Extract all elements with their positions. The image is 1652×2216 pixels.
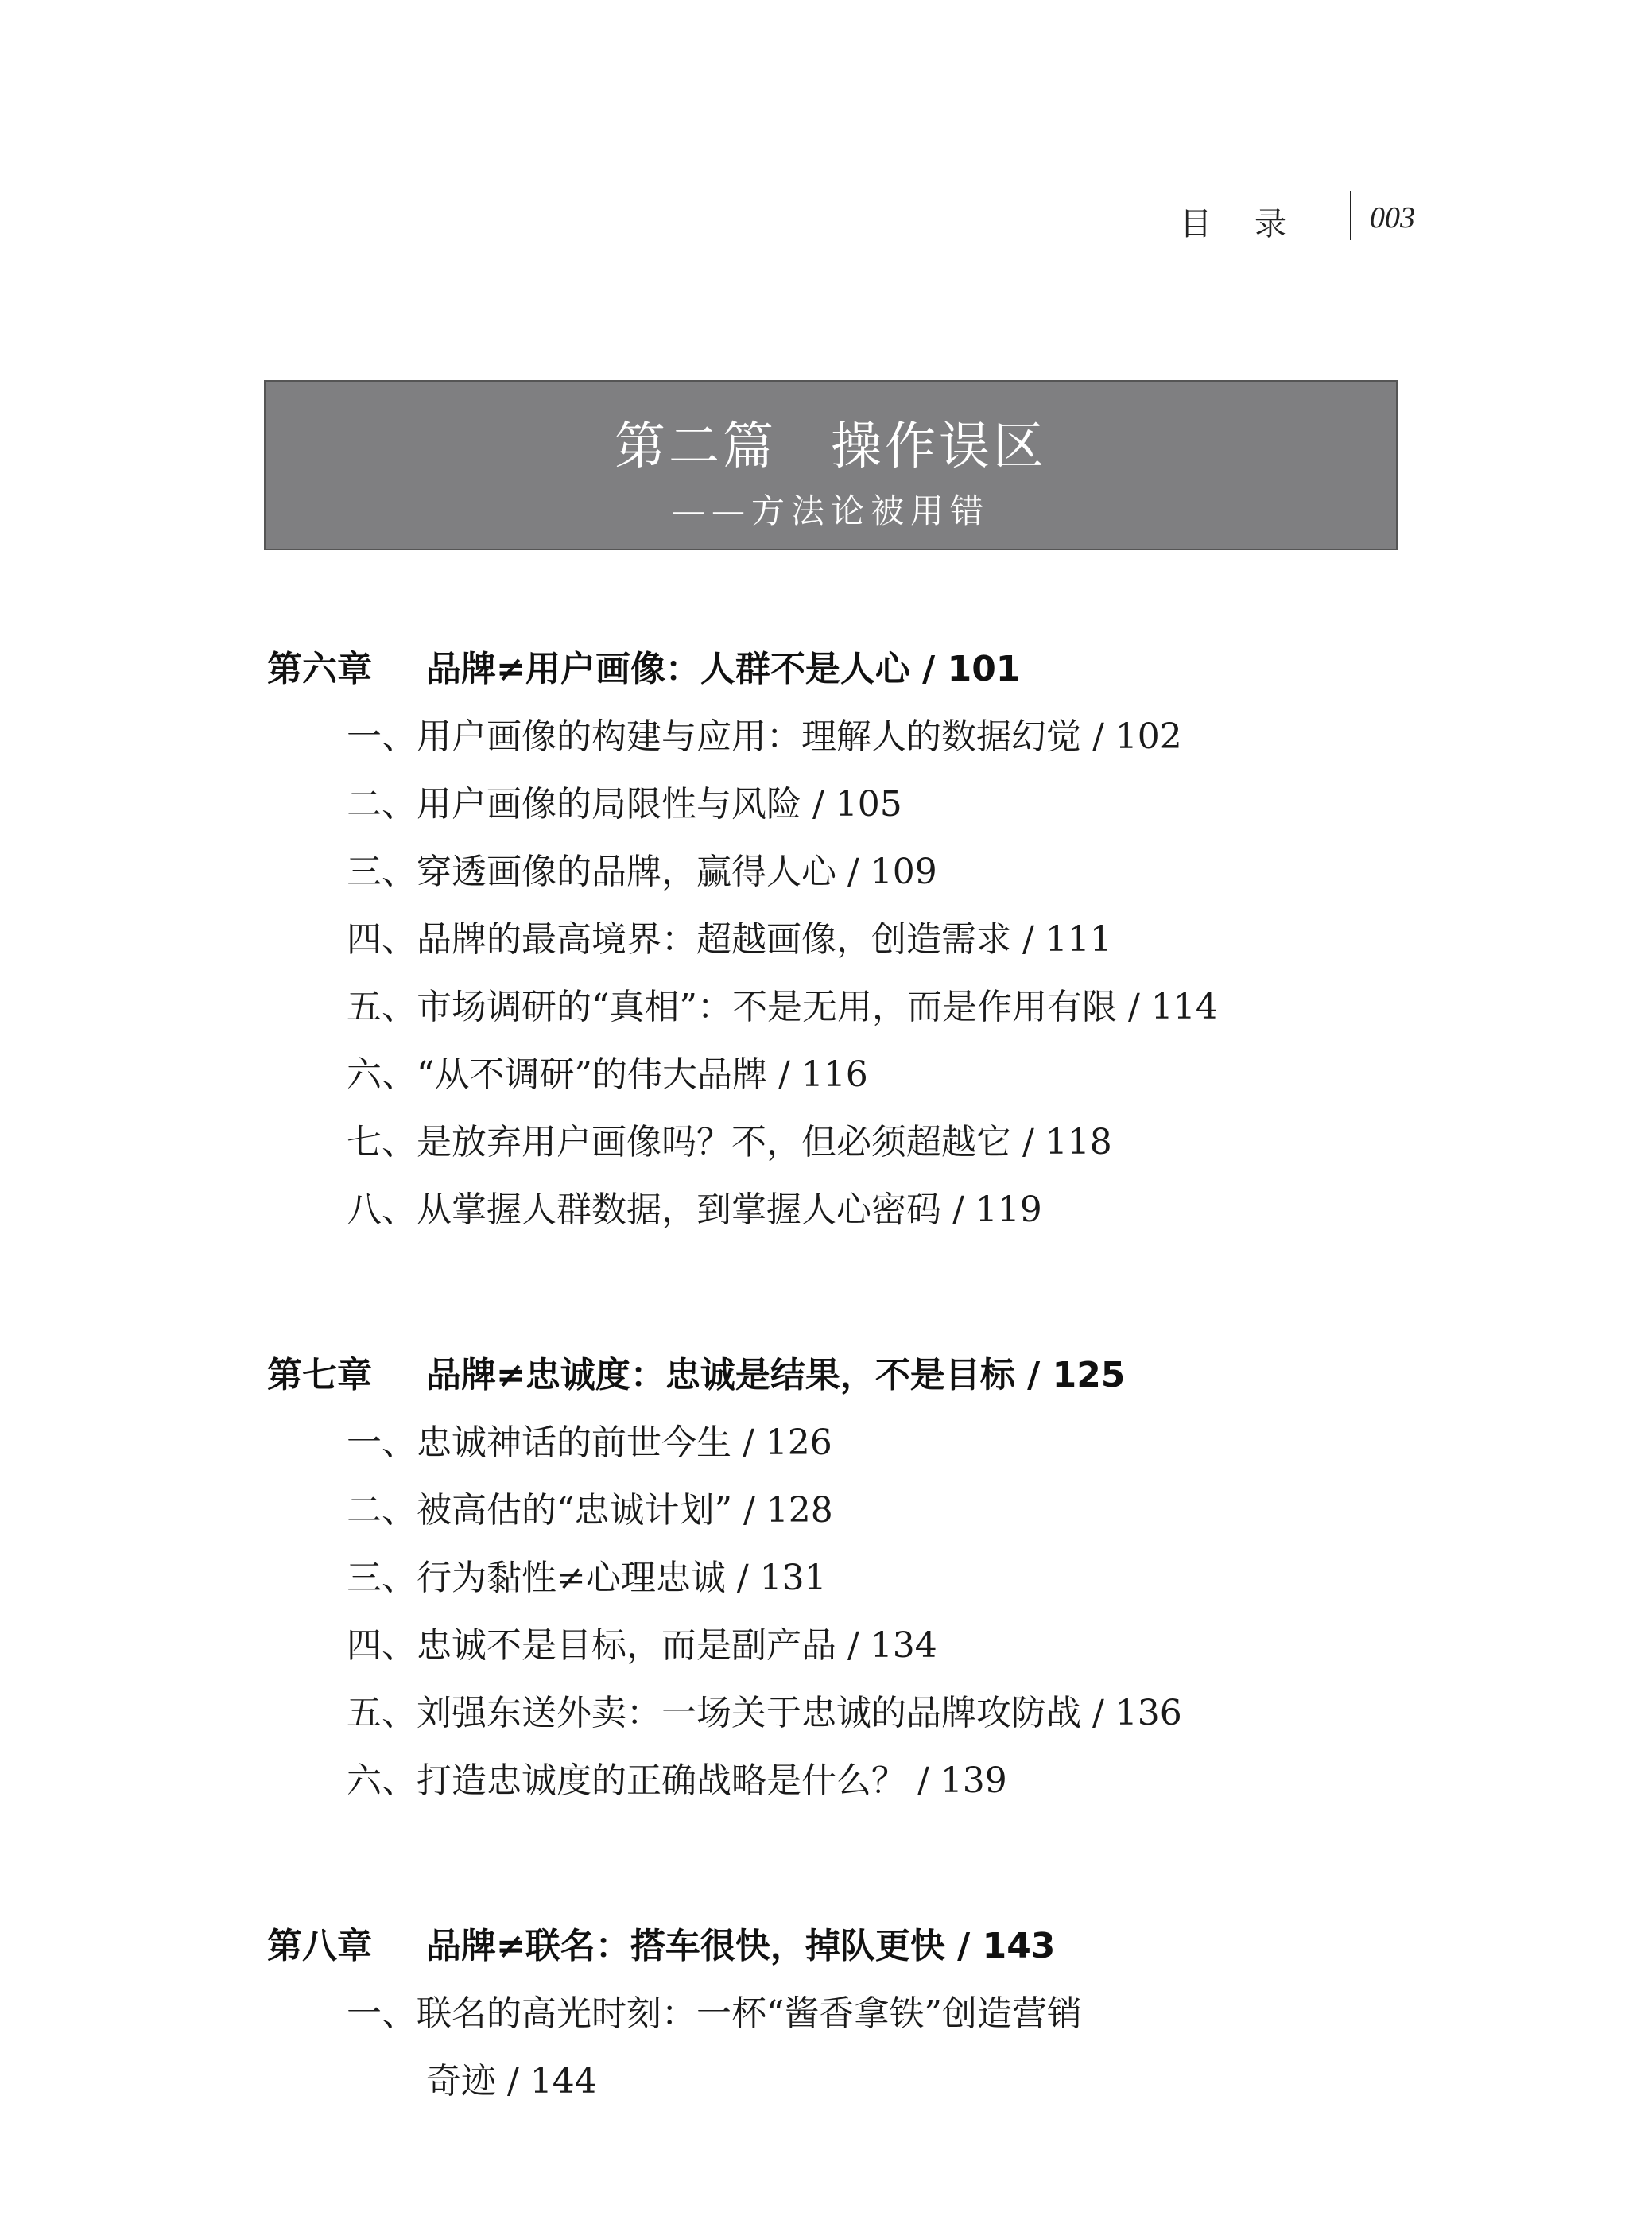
toc-entry[interactable]: 六、“从不调研”的伟大品牌 / 116	[347, 1054, 868, 1095]
chapter-heading[interactable]	[267, 1913, 1420, 1980]
toc-entry[interactable]: 七、是放弃用户画像吗？不，但必须超越它 / 118	[347, 1122, 1112, 1162]
running-header	[1177, 191, 1415, 246]
part-subtitle: ——方法论被用错	[671, 491, 990, 530]
part-title: 第二篇 操作误区	[615, 417, 1047, 476]
chapter-number: 第八章	[267, 1926, 372, 1966]
chapter-title: 品牌≠用户画像：人群不是人心 / 101	[426, 649, 1021, 689]
chapter-title: 品牌≠忠诚度：忠诚是结果，不是目标 / 125	[426, 1355, 1126, 1395]
toc-entry[interactable]: 五、刘强东送外卖：一场关于忠诚的品牌攻防战 / 136	[347, 1693, 1182, 1733]
part-banner	[264, 380, 1398, 550]
toc-entry-continuation[interactable]: 奇迹 / 144	[426, 2061, 597, 2102]
toc-entry[interactable]: 二、用户画像的局限性与风险 / 105	[347, 784, 902, 825]
toc-entry[interactable]: 三、行为黏性≠心理忠诚 / 131	[347, 1558, 827, 1598]
toc-entry[interactable]: 二、被高估的“忠诚计划” / 128	[347, 1490, 833, 1531]
chapter-6	[267, 636, 1420, 1244]
chapter-number: 第六章	[267, 649, 372, 689]
toc-entry[interactable]: 三、穿透画像的品牌，赢得人心 / 109	[347, 852, 937, 892]
chapter-heading[interactable]	[267, 1342, 1420, 1409]
toc-entry[interactable]: 一、用户画像的构建与应用：理解人的数据幻觉 / 102	[347, 716, 1182, 757]
chapter-7	[267, 1342, 1420, 1814]
page-number: 003	[1370, 201, 1415, 235]
toc-entry[interactable]: 四、品牌的最高境界：超越画像，创造需求 / 111	[347, 919, 1112, 960]
toc-entry[interactable]: 八、从掌握人群数据，到掌握人心密码 / 119	[347, 1189, 1042, 1230]
toc-entry[interactable]: 六、打造忠诚度的正确战略是什么？ / 139	[347, 1760, 1007, 1801]
toc-entry[interactable]: 一、忠诚神话的前世今生 / 126	[347, 1422, 832, 1463]
chapter-spacer	[267, 1244, 1420, 1342]
table-of-contents	[267, 636, 1420, 2115]
chapter-title: 品牌≠联名：搭车很快，掉队更快 / 143	[426, 1926, 1056, 1966]
toc-entry[interactable]: 四、忠诚不是目标，而是副产品 / 134	[347, 1625, 937, 1666]
toc-entry[interactable]: 五、市场调研的“真相”：不是无用，而是作用有限 / 114	[347, 987, 1218, 1027]
chapter-number: 第七章	[267, 1355, 372, 1395]
running-header-title: 目录	[1180, 206, 1329, 243]
toc-entry[interactable]: 一、联名的高光时刻：一杯“酱香拿铁”创造营销	[347, 1993, 1082, 2034]
running-header-divider	[1350, 191, 1351, 240]
chapter-spacer	[267, 1814, 1420, 1913]
chapter-heading[interactable]	[267, 636, 1420, 703]
chapter-8	[267, 1913, 1420, 2115]
